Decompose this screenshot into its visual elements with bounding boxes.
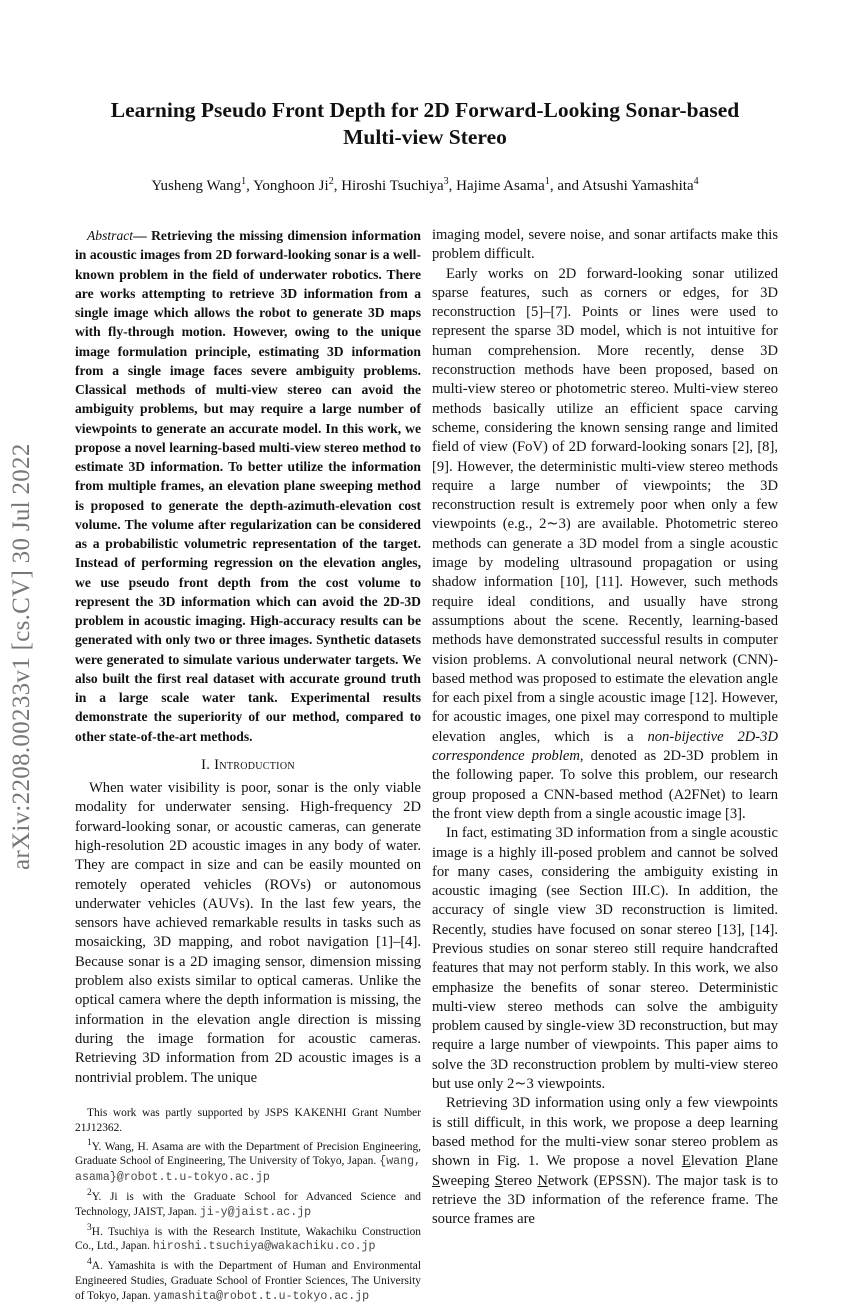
text: Early works on 2D forward-looking sonar utilized sparse features, such as corners or edges, for 3D reconstruction [5]–[7]. Points or lines were used to represent the sparse 3D model, which is not intuitive for human comprehension. More recently, dense 3D reconstruction methods have been proposed, based on multi-view stereo or photometric stereo. Multi-view stereo methods basically utilize an efficient space carving scheme, considering the known sensing range and limited field of view (FoV) of 2D forward-looking sonars [2], [8], [9]. However, the deterministic multi-view stereo methods require a large number of viewpoints; the 3D reconstruction result is extremely poor when only a few viewpoints (e.g., 2∼3) are available. Photometric stereo methods can generate a 3D model from a single acoustic image by modeling ultrasound propagation or using shadow information [10], [11]. However, such methods require ideal conditions, and usually have strong assumptions about the scene. Recently, learning-based methods have demonstrated successful results in computer vision problems. A convolutional neural network (CNN)-based method was proposed to estimate the elevation angle for each pixel from a single acoustic image [12]. However, for acoustic images, one pixel may correspond to multiple elevation angles, which is a bbox=[432, 265, 778, 745]
footnote-2 bbox=[75, 1186, 421, 1221]
footnote-grant: This work was partly supported by JSPS KAKENHI Grant Number 21J12362. bbox=[75, 1106, 421, 1134]
title-line-2: Multi-view Stereo bbox=[343, 125, 507, 149]
author: Atsushi Yamashita bbox=[581, 178, 694, 194]
text: lane bbox=[753, 1153, 778, 1170]
paragraph-continued: imaging model, severe noise, and sonar artifacts make this problem difficult. bbox=[432, 227, 778, 263]
separator: , and bbox=[549, 178, 582, 194]
text: Retrieving 3D information using only a few viewpoints is still difficult, in this work, we propose a deep learning based method for the multi-view sonar stereo problem as shown in Fig. 1. We propose a novel bbox=[432, 1095, 778, 1170]
acronym-letter: P bbox=[745, 1153, 754, 1170]
section-heading-introduction bbox=[75, 756, 421, 775]
author: Hiroshi Tsuchiya bbox=[341, 178, 444, 194]
footnotes bbox=[75, 1106, 421, 1305]
separator: , bbox=[333, 178, 342, 194]
email-link[interactable]: hiroshi.tsuchiya@wakachiku.co.jp bbox=[152, 1240, 376, 1254]
footnote-3 bbox=[75, 1221, 421, 1256]
email-link[interactable]: {wang,asama}@robot.t.u-tokyo.ac.jp bbox=[75, 1155, 421, 1185]
text: etwork (EPSSN). The major task is to retrieve the 3D information of the reference frame. The source frames are bbox=[432, 1172, 778, 1228]
footnote-mark: 1 bbox=[87, 1137, 92, 1148]
footnote-text: Y. Ji is with the Graduate School for Advanced Science and Technology, JAIST, Japan. bbox=[75, 1190, 421, 1218]
paragraph-sonar-stereo: In fact, estimating 3D information from a single acoustic image is a highly ill-posed problem and cannot be solved for many cases, considering the ambiguity existing in acoustic imaging (see Section III.C). In addition, the accuracy of single view 3D reconstruction is limited. Recently, studies have focused on sonar stereo [13], [14]. Previous studies on sonar stereo still require handcrafted features that may not perform stably. In this work, we also emphasize the benefits of sonar stereo. Deterministic multi-view stereo methods can solve the ambiguity problem caused by single-view 3D reconstruction, but may require a large number of viewpoints. This paper aims to solve the 3D reconstruction problem by multi-view stereo but use only 2∼3 viewpoints. bbox=[432, 825, 778, 1093]
abstract bbox=[75, 226, 421, 746]
affiliation-mark: 4 bbox=[693, 176, 699, 187]
affiliation-mark: 1 bbox=[544, 176, 550, 187]
email-link[interactable]: ji-y@jaist.ac.jp bbox=[199, 1205, 312, 1219]
emphasis: non-bijective 2D-3D correspondence problem bbox=[432, 728, 778, 765]
text: levation bbox=[690, 1153, 746, 1170]
section-title: I. Introduction bbox=[201, 756, 295, 773]
left-column bbox=[75, 226, 421, 1305]
footnote-1 bbox=[75, 1136, 421, 1187]
footnote-text: H. Tsuchiya is with the Research Institute, Wakachiku Construction Co., Ltd., Japan. bbox=[75, 1225, 421, 1253]
right-column bbox=[432, 226, 778, 1229]
author: Yonghoon Ji bbox=[253, 178, 329, 194]
acronym-letter: S bbox=[494, 1172, 503, 1189]
footnote-mark: 4 bbox=[87, 1257, 92, 1268]
text: , denoted as 2D-3D problem in the following paper. To solve this problem, our research group proposed a CNN-based method (A2FNet) to learn the front view depth from a single acoustic image [3]. bbox=[432, 748, 778, 822]
paper-title bbox=[60, 97, 790, 151]
affiliation-mark: 2 bbox=[328, 176, 334, 187]
paragraph-related-work bbox=[432, 265, 778, 825]
affiliation-mark: 1 bbox=[241, 176, 247, 187]
text: tereo bbox=[502, 1172, 538, 1189]
acronym-letter: N bbox=[537, 1172, 548, 1189]
affiliation-mark: 3 bbox=[443, 176, 449, 187]
text: weeping bbox=[440, 1172, 495, 1189]
abstract-dash: — bbox=[133, 228, 152, 243]
separator: , bbox=[246, 178, 254, 194]
author: Hajime Asama bbox=[456, 178, 545, 194]
email-link[interactable]: yamashita@robot.t.u-tokyo.ac.jp bbox=[153, 1289, 370, 1303]
footnote-mark: 2 bbox=[87, 1188, 92, 1199]
footnote-4 bbox=[75, 1255, 421, 1305]
separator: , bbox=[448, 178, 457, 194]
footnote-text: Y. Wang, H. Asama are with the Department of Precision Engineering, Graduate School of Engineering, The University of Tokyo, Japan. bbox=[75, 1140, 421, 1168]
arxiv-identifier: arXiv:2208.00233v1 [cs.CV] 30 Jul 2022 bbox=[8, 443, 35, 870]
title-line-1: Learning Pseudo Front Depth for 2D Forward-Looking Sonar-based bbox=[110, 98, 740, 122]
author-list bbox=[60, 176, 790, 195]
acronym-letter: E bbox=[681, 1153, 691, 1170]
abstract-text: Retrieving the missing dimension information in acoustic images from 2D forward-looking sonar is a well-known problem in the field of underwater robotics. There are works attempting to retrieve 3D information from a single image which allows the robot to generate 3D maps with fly-through motion. However, owing to the unique image formulation principle, estimating 3D information from a single image faces severe ambiguity problems. Classical methods of multi-view stereo can avoid the ambiguity problems, but may require a large number of viewpoints to generate an accurate model. In this work, we propose a novel learning-based multi-view stereo method to estimate 3D information. To better utilize the information from multiple frames, an elevation plane sweeping method is proposed to generate the depth-azimuth-elevation cost volume. The volume after regularization can be considered as a probabilistic volumetric representation of the target. Instead of performing regression on the elevation angles, we use pseudo front depth from the cost volume to represent the 3D information which can avoid the 2D-3D problem in acoustic imaging. High-accuracy results can be generated with only two or three images. Synthetic datasets were generated to simulate various underwater targets. We also built the first real dataset with accurate ground truth in a large scale water tank. Experimental results demonstrate the superiority of our method, compared to other state-of-the-art methods. bbox=[75, 228, 421, 744]
footnote-text: A. Yamashita is with the Department of Human and Environmental Engineered Studies, Graduate School of Frontier Sciences, The University of Tokyo, Japan. bbox=[75, 1260, 421, 1302]
footnote-mark: 3 bbox=[87, 1222, 92, 1233]
intro-paragraph: When water visibility is poor, sonar is the only viable modality for underwater sensing. High-frequency 2D forward-looking sonar, or acoustic cameras, can generate high-resolution 2D acoustic images in any body of water. They are compact in size and can be easily mounted on remotely operated vehicles (ROVs) or autonomous underwater vehicles (AUVs). In the last few years, the sensors have achieved remarkable results in tasks such as mosaicking, 3D mapping, and robot navigation [1]–[4]. Because sonar is a 2D imaging sensor, dimension missing problem also exists similar to optical cameras. Unlike the optical camera where the depth information is missing, the information in the elevation angle direction is missing during the image formation for acoustic cameras. Retrieving 3D information from 2D acoustic images is a nontrivial problem. The unique bbox=[75, 780, 421, 1086]
abstract-label: Abstract bbox=[87, 228, 134, 243]
paragraph-proposed-method bbox=[432, 1094, 778, 1229]
acronym-letter: S bbox=[432, 1172, 441, 1189]
author: Yusheng Wang bbox=[151, 178, 242, 194]
